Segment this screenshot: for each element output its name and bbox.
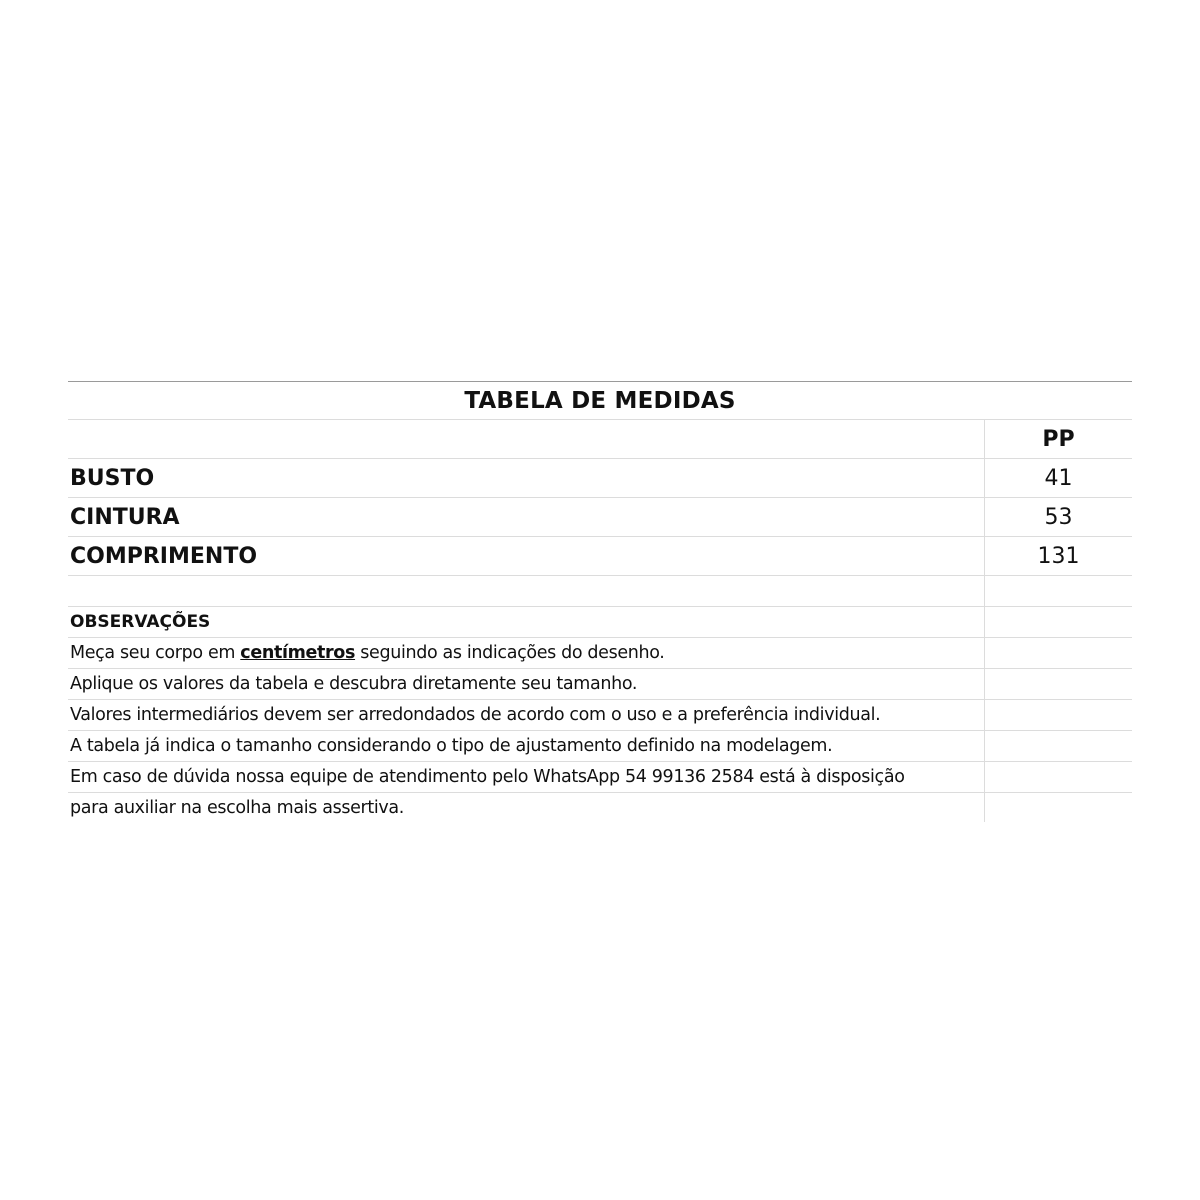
observation-row (68, 762, 1132, 793)
empty-cell (984, 576, 1132, 606)
empty-cell (984, 793, 1132, 822)
empty-cell (68, 576, 984, 606)
empty-cell (984, 762, 1132, 792)
empty-cell (984, 638, 1132, 668)
observation-text (68, 638, 984, 668)
empty-cell (984, 607, 1132, 637)
observation-row (68, 731, 1132, 762)
observation-text: A tabela já indica o tamanho considerando o tipo de ajustamento definido na modelagem. (70, 736, 833, 756)
observation-text-part: seguindo as indicações do desenho. (355, 643, 665, 663)
measurement-row-comprimento (68, 537, 1132, 576)
observations-heading-row (68, 607, 1132, 638)
observation-row (68, 700, 1132, 731)
title-row (68, 381, 1132, 420)
observation-text: Aplique os valores da tabela e descubra diretamente seu tamanho. (70, 674, 638, 694)
empty-cell (984, 700, 1132, 730)
size-header-row (68, 420, 1132, 459)
header-empty-cell (68, 420, 984, 458)
empty-cell (984, 731, 1132, 761)
empty-cell (984, 669, 1132, 699)
table-title: TABELA DE MEDIDAS (464, 387, 736, 414)
observation-row (68, 638, 1132, 669)
observation-row (68, 669, 1132, 700)
size-chart-table (68, 381, 1132, 822)
measurement-row-busto (68, 459, 1132, 498)
observation-text-part: Meça seu corpo em (70, 643, 241, 663)
measurement-row-cintura (68, 498, 1132, 537)
observation-text: Valores intermediários devem ser arredondados de acordo com o uso e a preferência individual. (70, 705, 881, 725)
measurement-value: 41 (984, 459, 1132, 497)
observation-text: Em caso de dúvida nossa equipe de atendimento pelo WhatsApp 54 99136 2584 está à disposição (70, 767, 905, 787)
empty-row (68, 576, 1132, 607)
observation-row (68, 793, 1132, 822)
measurement-label: CINTURA (70, 504, 180, 530)
observations-heading: OBSERVAÇÕES (70, 612, 211, 632)
size-header-pp: PP (984, 420, 1132, 458)
centimetros-emphasis: centímetros (240, 643, 356, 663)
measurement-label: BUSTO (70, 465, 155, 491)
measurement-label: COMPRIMENTO (70, 543, 258, 569)
observation-text: para auxiliar na escolha mais assertiva. (70, 797, 404, 818)
measurement-value: 131 (984, 537, 1132, 575)
measurement-value: 53 (984, 498, 1132, 536)
